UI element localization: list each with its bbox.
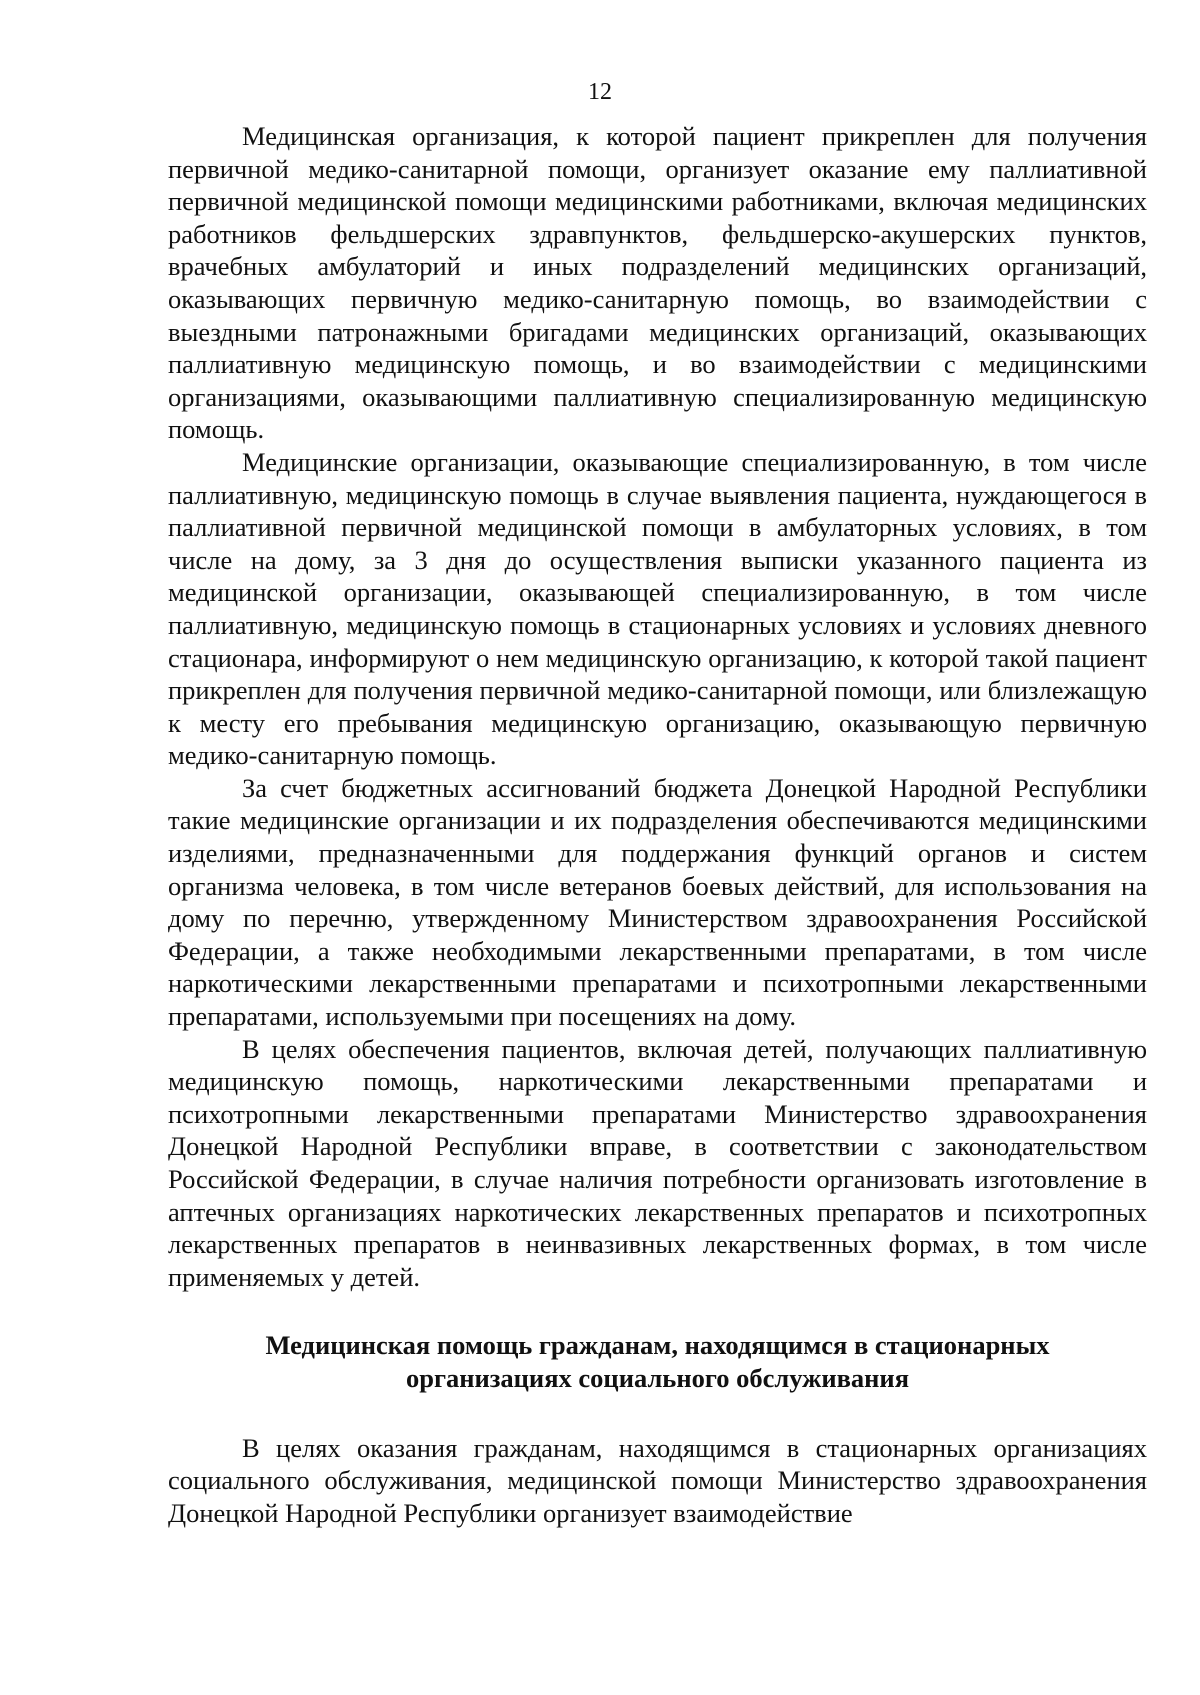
section-heading-line-2: организациях социального обслуживания (405, 1362, 910, 1393)
paragraph-budget-funding: За счет бюджетных ассигнований бюджета Донецкой Народной Республики такие медицинские организации и их подразделения обеспечиваются медицинскими изделиями, предназначенными для поддержания функций органов и систем организма человека, в том числе ветеранов боевых действий, для использования на дому по перечню, утвержденному Министерством здравоохранения Российской Федерации, а также необходимыми лекарственными препаратами, в том числе наркотическими лекарственными препаратами и психотропными лекарственными препаратами, используемыми при посещениях на дому. (168, 772, 1147, 1032)
section-heading (168, 1329, 1147, 1394)
paragraph-narcotic-drugs: В целях обеспечения пациентов, включая детей, получающих паллиативную медицинскую помощь, наркотическими лекарственными препаратами и психотропными лекарственными препаратами Министерство здравоохранения Донецкой Народной Республики вправе, в соответствии с законодательством Российской Федерации, в случае наличия потребности организовать изготовление в аптечных организациях наркотических лекарственных препаратов и психотропных лекарственных препаратов в неинвазивных лекарственных формах, в том числе применяемых у детей. (168, 1033, 1147, 1292)
paragraph-specialized-organizations: Медицинские организации, оказывающие специализированную, в том числе паллиативную, медицинскую помощь в случае выявления пациента, нуждающегося в паллиативной первичной медицинской помощи в амбулаторных условиях, в том числе на дому, за 3 дня до осуществления выписки указанного пациента из медицинской организации, оказывающей специализированную, в том числе паллиативную, медицинскую помощь в стационарных условиях и условиях дневного стационара, информируют о нем медицинскую организацию, к которой такой пациент прикреплен для получения первичной медико-санитарной помощи, или близлежащую к месту его пребывания медицинскую организацию, оказывающую первичную медико-санитарную помощь. (168, 446, 1147, 771)
paragraph-social-service-organizations: В целях оказания гражданам, находящимся в стационарных организациях социального обслуживания, медицинской помощи Министерство здравоохранения Донецкой Народной Республики организует взаимодействие (168, 1432, 1147, 1528)
document-body (168, 120, 1147, 1529)
section-heading-line-1: Медицинская помощь гражданам, находящимся в стационарных (265, 1330, 1050, 1361)
page-number: 12 (588, 79, 612, 105)
paragraph-palliative-primary-care: Медицинская организация, к которой пациент прикреплен для получения первичной медико-санитарной помощи, организует оказание ему паллиативной первичной медицинской помощи медицинскими работниками, включая медицинских работников фельдшерских здравпунктов, фельдшерско-акушерских пунктов, врачебных амбулаторий и иных подразделений медицинских организаций, оказывающих первичную медико-санитарную помощь, во взаимодействии с выездными патронажными бригадами медицинских организаций, оказывающих паллиативную медицинскую помощь, и во взаимодействии с медицинскими организациями, оказывающими паллиативную специализированную медицинскую помощь. (168, 121, 1147, 445)
